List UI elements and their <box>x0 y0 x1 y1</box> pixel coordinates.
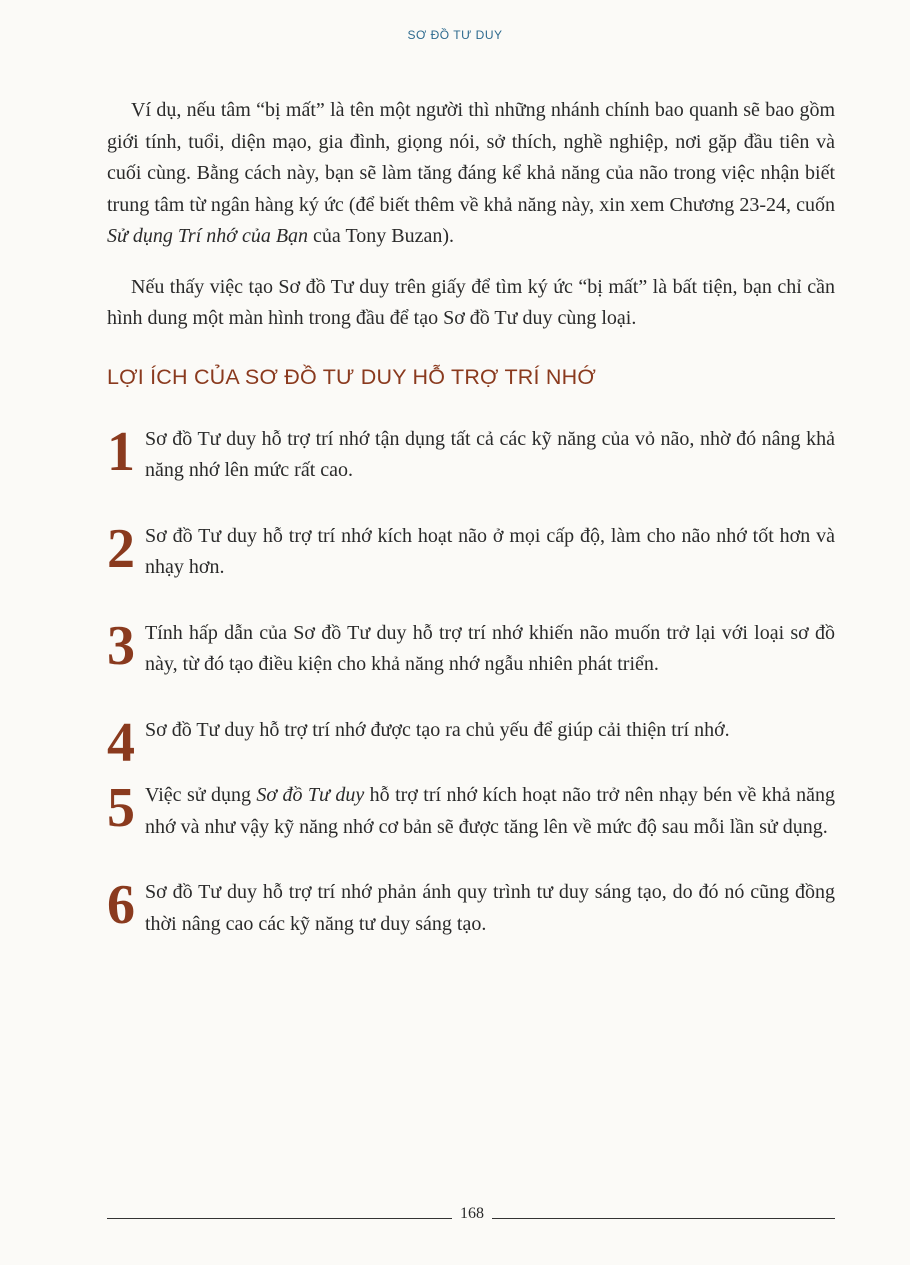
running-header: SƠ ĐỒ TƯ DUY <box>407 28 503 42</box>
benefit-item-1 <box>107 420 835 487</box>
benefit-number: 4 <box>107 711 135 774</box>
paragraph-text: Ví dụ, nếu tâm “bị mất” là tên một người thì những nhánh chính bao quanh sẽ bao gồm giới tính, tuổi, diện mạo, gia đình, giọng nói, sở thích, nghề nghiệp, nơi gặp đầu tiên và cuối cùng. Bằng cách này, bạn sẽ làm tăng đáng kể khả năng của não trong việc nhận biết trung tâm từ ngân hàng ký ức (để biết thêm về khả năng này, xin xem Chương 23-24, cuốn <box>107 99 835 216</box>
benefit-number: 2 <box>107 517 135 580</box>
paragraph-example <box>107 95 835 253</box>
benefit-text: Sơ đồ Tư duy hỗ trợ trí nhớ được tạo ra chủ yếu để giúp cải thiện trí nhớ. <box>145 718 730 741</box>
benefit-number: 3 <box>107 614 135 677</box>
benefit-text: Sơ đồ Tư duy hỗ trợ trí nhớ kích hoạt não ở mọi cấp độ, làm cho não nhớ tốt hơn và nhạy hơn. <box>145 524 835 578</box>
paragraph-text: của Tony Buzan). <box>308 225 455 247</box>
page-number: 168 <box>460 1205 484 1222</box>
benefit-text: Sơ đồ Tư duy hỗ trợ trí nhớ phản ánh quy trình tư duy sáng tạo, do đó nó cũng đồng thời nâng cao các kỹ năng tư duy sáng tạo. <box>145 881 835 935</box>
benefit-item-5 <box>107 777 835 843</box>
benefit-item-2 <box>107 517 835 584</box>
footer-rule <box>492 1218 835 1219</box>
section-heading: LỢI ÍCH CỦA SƠ ĐỒ TƯ DUY HỖ TRỢ TRÍ NHỚ <box>107 364 596 389</box>
footer-rule <box>107 1218 452 1219</box>
benefit-item-4 <box>107 711 835 774</box>
benefit-text: Việc sử dụng <box>145 784 257 806</box>
benefit-number: 6 <box>107 874 135 936</box>
page-content <box>107 95 835 940</box>
paragraph-tip: Nếu thấy việc tạo Sơ đồ Tư duy trên giấy để tìm ký ức “bị mất” là bất tiện, bạn chỉ cần hình dung một màn hình trong đầu để tạo Sơ đồ Tư duy cùng loại. <box>107 275 835 329</box>
benefit-number: 1 <box>107 420 135 483</box>
benefit-text: Tính hấp dẫn của Sơ đồ Tư duy hỗ trợ trí nhớ khiến não muốn trở lại với loại sơ đồ này, từ đó tạo điều kiện cho khả năng nhớ ngẫu nhiên phát triển. <box>145 621 835 675</box>
benefit-number: 5 <box>107 777 135 839</box>
benefit-text-italic: Sơ đồ Tư duy <box>256 784 365 806</box>
benefit-item-3 <box>107 614 835 681</box>
benefit-text: hỗ trợ trí nhớ kích hoạt não trở nên nhạy bén về khả năng nhớ và như vậy kỹ năng nhớ cơ bản sẽ được tăng lên về mức độ sau mỗi lần sử dụng. <box>145 784 835 838</box>
page-footer <box>107 1205 835 1225</box>
book-title: Sử dụng Trí nhớ của Bạn <box>107 225 309 247</box>
benefit-item-6 <box>107 874 835 940</box>
benefit-text: Sơ đồ Tư duy hỗ trợ trí nhớ tận dụng tất cả các kỹ năng của vỏ não, nhờ đó nâng khả năng nhớ lên mức rất cao. <box>145 427 835 481</box>
